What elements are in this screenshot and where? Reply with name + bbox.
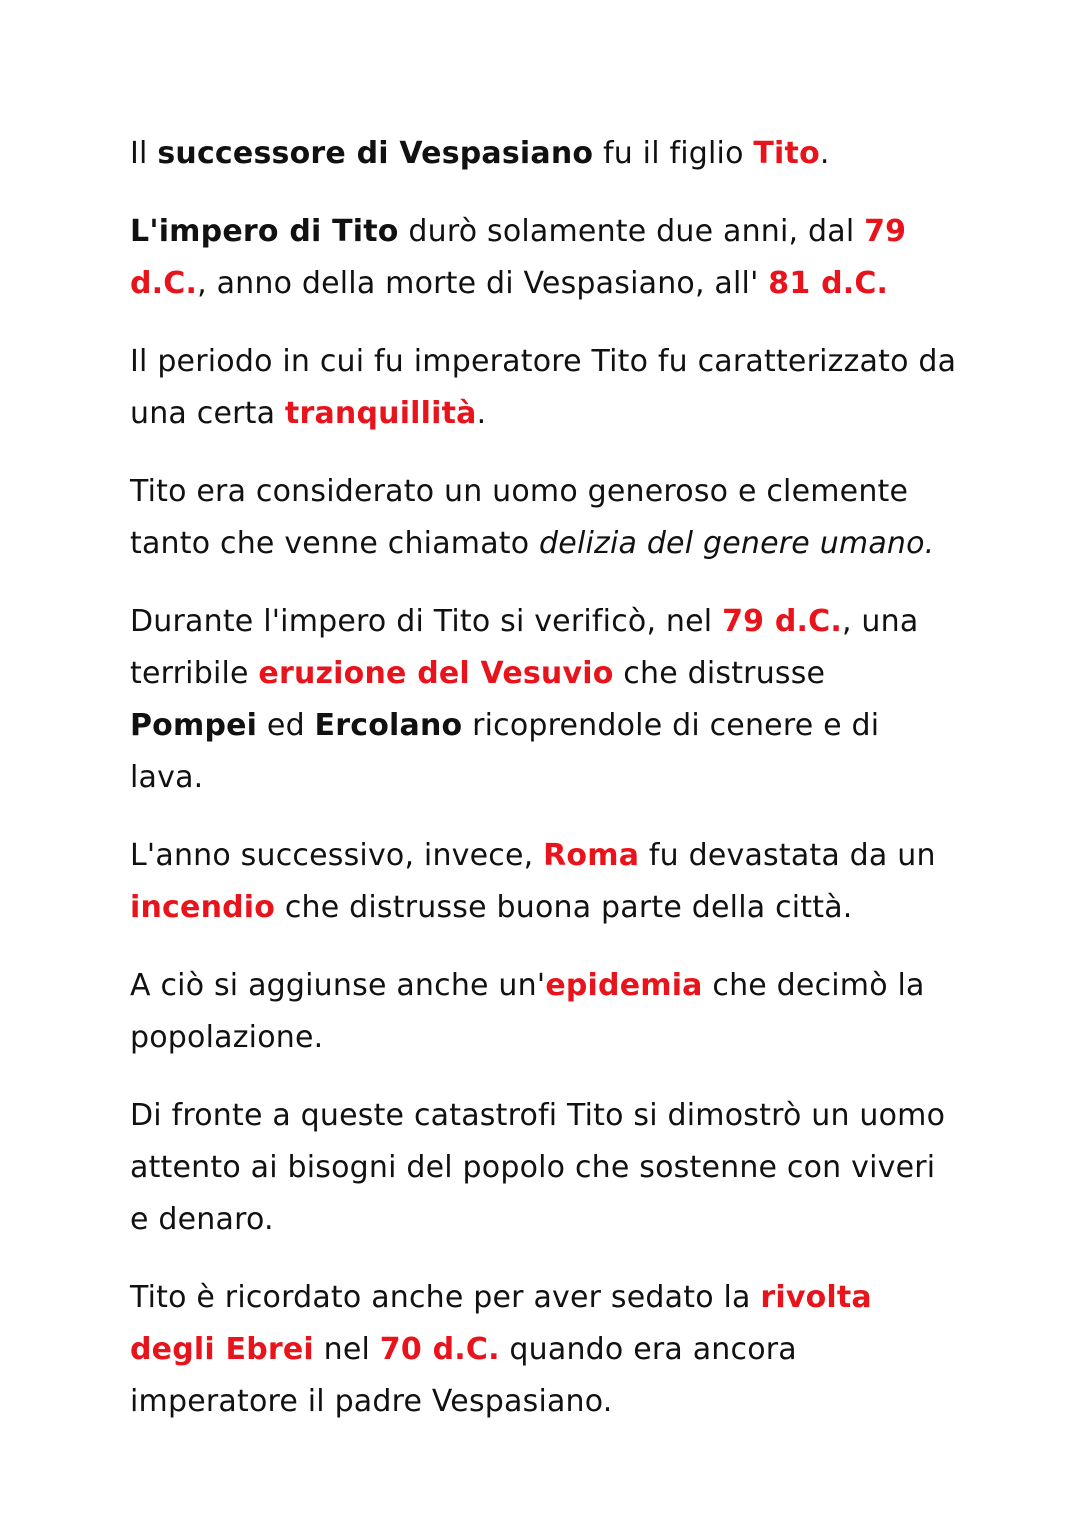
text-span: Di fronte a queste catastrofi Tito si dimostrò un uomo attento ai bisogni del popolo che sostenne con viveri e denaro. — [130, 1098, 946, 1237]
paragraph-catastrophes — [130, 1090, 960, 1246]
text-span: L'impero di Tito — [130, 214, 399, 249]
paragraph-reign-duration — [130, 206, 960, 310]
paragraph-generous — [130, 466, 960, 570]
text-span: , anno della morte di Vespasiano, all' — [197, 266, 769, 301]
text-span: ed — [257, 708, 315, 743]
highlight-span: eruzione del Vesuvio — [258, 656, 614, 691]
document-page — [130, 128, 960, 1454]
text-span: A ciò si aggiunse anche un' — [130, 968, 546, 1003]
text-span: quando era ancora imperatore il padre Vespasiano. — [130, 1332, 797, 1419]
paragraph-revolt — [130, 1272, 960, 1428]
text-span: ricoprendole di cenere e di lava. — [130, 708, 880, 795]
highlight-span: incendio — [130, 890, 276, 925]
text-span: Durante l'impero di Tito si verificò, nel — [130, 604, 723, 639]
paragraph-epidemic — [130, 960, 960, 1064]
text-span: Ercolano — [314, 708, 463, 743]
highlight-span: rivolta degli Ebrei — [130, 1280, 872, 1367]
highlight-span: 79 d.C. — [722, 604, 842, 639]
text-span: Pompei — [130, 708, 258, 743]
text-span: Tito è ricordato anche per aver sedato la — [130, 1280, 761, 1315]
text-span: fu il figlio — [593, 136, 754, 171]
text-span: Il periodo in cui fu imperatore Tito fu caratterizzato da una certa — [130, 344, 957, 431]
highlight-span: 79 d.C. — [130, 214, 907, 301]
italic-span: delizia del genere umano. — [539, 526, 935, 561]
highlight-span: Roma — [543, 838, 640, 873]
highlight-span: 81 d.C. — [768, 266, 889, 301]
paragraph-vesuvius — [130, 596, 960, 804]
text-span: fu devastata da un — [639, 838, 936, 873]
highlight-span: tranquillità — [284, 396, 477, 431]
highlight-span: 70 d.C. — [379, 1332, 500, 1367]
text-span: Il — [130, 136, 158, 171]
paragraph-successor — [130, 128, 960, 180]
highlight-span: epidemia — [545, 968, 703, 1003]
text-span: che distrusse — [613, 656, 826, 691]
text-span: che decimò la popolazione. — [130, 968, 925, 1055]
text-span: durò solamente due anni, dal — [398, 214, 865, 249]
text-span: che distrusse buona parte della città. — [275, 890, 853, 925]
text-span: , una terribile — [130, 604, 919, 691]
text-span: . — [819, 136, 830, 171]
text-span: . — [476, 396, 487, 431]
text-span: nel — [313, 1332, 380, 1367]
paragraph-tranquility — [130, 336, 960, 440]
text-span: successore di Vespasiano — [157, 136, 594, 171]
text-span: Tito era considerato un uomo generoso e clemente tanto che venne chiamato — [130, 474, 909, 561]
highlight-span: Tito — [753, 136, 820, 171]
paragraph-fire — [130, 830, 960, 934]
text-span: L'anno successivo, invece, — [130, 838, 544, 873]
